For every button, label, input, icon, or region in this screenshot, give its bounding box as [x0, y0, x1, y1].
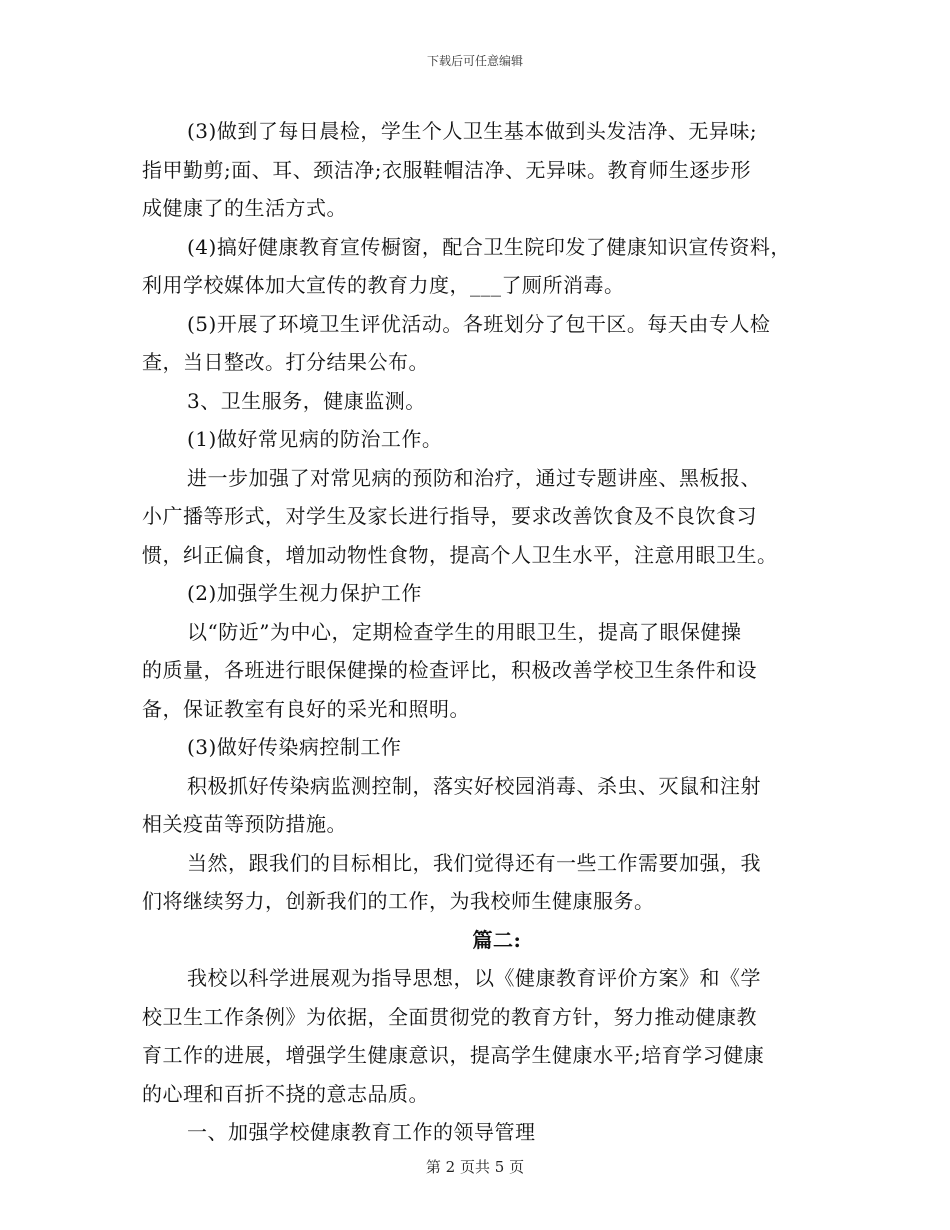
page-footer: 第 2 页共 5 页 — [425, 1158, 525, 1176]
subsection-heading: (3)做好传染病控制工作 — [187, 735, 402, 759]
paragraph-line: 当然，跟我们的目标相比，我们觉得还有一些工作需要加强，我 — [187, 850, 761, 875]
paragraph-line: 的心理和百折不挠的意志品质。 — [142, 1081, 429, 1106]
part-heading: 篇二: — [472, 927, 522, 952]
paragraph-line: 利用学校媒体加大宣传的教育力度，___了厕所消毒。 — [142, 273, 625, 297]
paragraph-line: (4)搞好健康教育宣传橱窗，配合卫生院印发了健康知识宣传资料， — [187, 234, 791, 259]
paragraph-line: 的质量，各班进行眼保健操的检查评比，积极改善学校卫生条件和设 — [142, 658, 757, 682]
page-header: 下载后可任意编辑 — [426, 54, 523, 68]
paragraph-line: 以“防近”为中心，定期检查学生的用眼卫生，提高了眼保健操 — [187, 619, 742, 644]
subsection-heading: (2)加强学生视力保护工作 — [187, 581, 422, 605]
paragraph-line: 进一步加强了对常见病的预防和治疗，通过专题讲座、黑板报、 — [187, 465, 761, 490]
paragraph-line: 我校以科学进展观为指导思想，以《健康教育评价方案》和《学 — [187, 966, 761, 990]
paragraph-line: 们将继续努力，创新我们的工作，为我校师生健康服务。 — [142, 889, 655, 913]
paragraph-line: 指甲勤剪;面、耳、颈洁净;衣服鞋帽洁净、无异味。教育师生逐步形 — [142, 157, 751, 182]
paragraph-line: 小广播等形式，对学生及家长进行指导，要求改善饮食及不良饮食习 — [142, 504, 757, 528]
paragraph-line: 相关疫苗等预防措施。 — [142, 812, 347, 836]
paragraph-line: (3)做到了每日晨检，学生个人卫生基本做到头发洁净、无异味; — [187, 119, 758, 143]
document-body — [142, 112, 812, 1152]
paragraph-line: 成健康了的生活方式。 — [142, 196, 347, 220]
paragraph-line: 惯，纠正偏食，增加动物性食物，提高个人卫生水平，注意用眼卫生。 — [142, 542, 778, 567]
section-heading: 一、加强学校健康教育工作的领导管理 — [187, 1120, 536, 1144]
paragraph-line: (5)开展了环境卫生评优活动。各班划分了包干区。每天由专人检 — [187, 311, 771, 336]
paragraph-line: 育工作的进展，增强学生健康意识，提高学生健康水平;培育学习健康 — [142, 1043, 765, 1067]
subsection-heading: (1)做好常见病的防治工作。 — [187, 427, 443, 451]
section-heading: 3、卫生服务，健康监测。 — [187, 388, 426, 413]
paragraph-line: 积极抓好传染病监测控制，落实好校园消毒、杀虫、灭鼠和注射 — [187, 773, 761, 798]
paragraph-line: 备，保证教室有良好的采光和照明。 — [142, 696, 470, 721]
paragraph-line: 校卫生工作条例》为依据，全面贯彻党的教育方针，努力推动健康教 — [142, 1004, 757, 1029]
paragraph-line: 查，当日整改。打分结果公布。 — [142, 350, 429, 374]
